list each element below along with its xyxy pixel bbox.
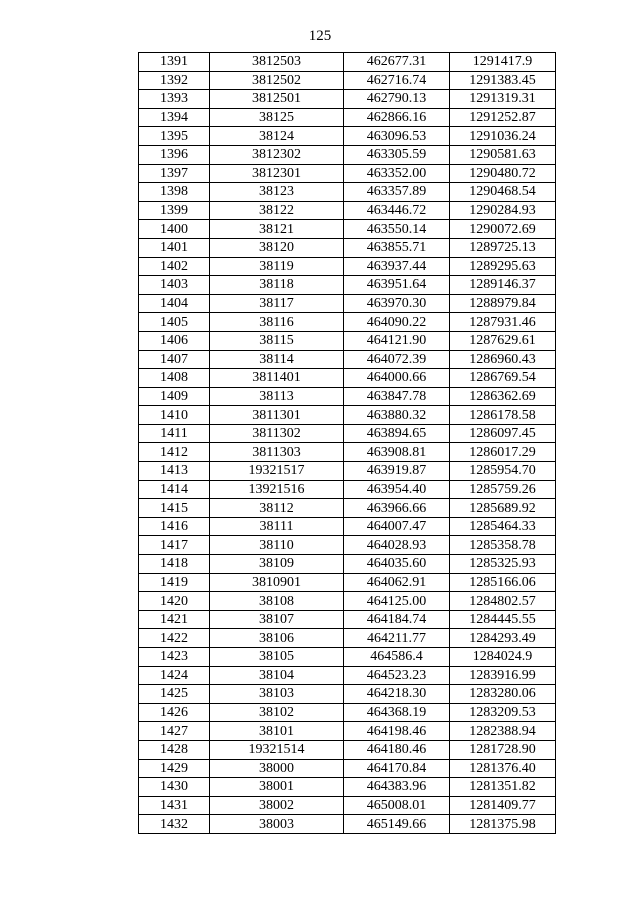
x-coordinate-cell: 464586.4 xyxy=(344,648,450,667)
y-coordinate-cell: 1283280.06 xyxy=(450,685,556,704)
point-number-cell: 1423 xyxy=(139,648,210,667)
table-row xyxy=(139,424,556,443)
coordinates-table xyxy=(138,52,556,834)
point-number-cell: 1418 xyxy=(139,555,210,574)
y-coordinate-cell: 1285358.78 xyxy=(450,536,556,555)
point-code-cell: 3811301 xyxy=(210,406,344,425)
table-row xyxy=(139,740,556,759)
table-row xyxy=(139,555,556,574)
table-row xyxy=(139,350,556,369)
point-code-cell: 38117 xyxy=(210,294,344,313)
y-coordinate-cell: 1288979.84 xyxy=(450,294,556,313)
y-coordinate-cell: 1291383.45 xyxy=(450,71,556,90)
point-number-cell: 1396 xyxy=(139,145,210,164)
point-code-cell: 38107 xyxy=(210,610,344,629)
x-coordinate-cell: 462716.74 xyxy=(344,71,450,90)
x-coordinate-cell: 464198.46 xyxy=(344,722,450,741)
x-coordinate-cell: 463305.59 xyxy=(344,145,450,164)
y-coordinate-cell: 1281376.40 xyxy=(450,759,556,778)
x-coordinate-cell: 463357.89 xyxy=(344,183,450,202)
point-number-cell: 1422 xyxy=(139,629,210,648)
point-code-cell: 19321514 xyxy=(210,740,344,759)
point-number-cell: 1397 xyxy=(139,164,210,183)
point-number-cell: 1406 xyxy=(139,331,210,350)
y-coordinate-cell: 1284802.57 xyxy=(450,592,556,611)
table-row xyxy=(139,406,556,425)
x-coordinate-cell: 462866.16 xyxy=(344,108,450,127)
point-code-cell: 38106 xyxy=(210,629,344,648)
table-row xyxy=(139,276,556,295)
y-coordinate-cell: 1286769.54 xyxy=(450,369,556,388)
point-code-cell: 19321517 xyxy=(210,462,344,481)
table-row xyxy=(139,629,556,648)
x-coordinate-cell: 463951.64 xyxy=(344,276,450,295)
table-row xyxy=(139,90,556,109)
point-number-cell: 1431 xyxy=(139,796,210,815)
y-coordinate-cell: 1291417.9 xyxy=(450,53,556,72)
y-coordinate-cell: 1286178.58 xyxy=(450,406,556,425)
point-code-cell: 3812503 xyxy=(210,53,344,72)
y-coordinate-cell: 1285464.33 xyxy=(450,517,556,536)
x-coordinate-cell: 463937.44 xyxy=(344,257,450,276)
x-coordinate-cell: 462677.31 xyxy=(344,53,450,72)
table-row xyxy=(139,796,556,815)
point-number-cell: 1399 xyxy=(139,201,210,220)
point-number-cell: 1407 xyxy=(139,350,210,369)
y-coordinate-cell: 1283916.99 xyxy=(450,666,556,685)
point-number-cell: 1391 xyxy=(139,53,210,72)
point-number-cell: 1412 xyxy=(139,443,210,462)
point-number-cell: 1400 xyxy=(139,220,210,239)
y-coordinate-cell: 1281375.98 xyxy=(450,815,556,834)
table-row xyxy=(139,71,556,90)
y-coordinate-cell: 1289295.63 xyxy=(450,257,556,276)
point-code-cell: 38124 xyxy=(210,127,344,146)
y-coordinate-cell: 1285954.70 xyxy=(450,462,556,481)
y-coordinate-cell: 1287931.46 xyxy=(450,313,556,332)
point-code-cell: 3812501 xyxy=(210,90,344,109)
point-code-cell: 3812302 xyxy=(210,145,344,164)
y-coordinate-cell: 1290480.72 xyxy=(450,164,556,183)
y-coordinate-cell: 1286017.29 xyxy=(450,443,556,462)
y-coordinate-cell: 1285689.92 xyxy=(450,499,556,518)
point-code-cell: 38108 xyxy=(210,592,344,611)
point-number-cell: 1426 xyxy=(139,703,210,722)
point-number-cell: 1405 xyxy=(139,313,210,332)
table-row xyxy=(139,238,556,257)
point-code-cell: 38103 xyxy=(210,685,344,704)
point-number-cell: 1428 xyxy=(139,740,210,759)
point-number-cell: 1392 xyxy=(139,71,210,90)
table-row xyxy=(139,108,556,127)
x-coordinate-cell: 463855.71 xyxy=(344,238,450,257)
point-code-cell: 38119 xyxy=(210,257,344,276)
x-coordinate-cell: 463954.40 xyxy=(344,480,450,499)
point-code-cell: 38116 xyxy=(210,313,344,332)
point-code-cell: 38105 xyxy=(210,648,344,667)
table-row xyxy=(139,517,556,536)
point-code-cell: 38112 xyxy=(210,499,344,518)
x-coordinate-cell: 462790.13 xyxy=(344,90,450,109)
table-row xyxy=(139,257,556,276)
table-row xyxy=(139,387,556,406)
x-coordinate-cell: 464090.22 xyxy=(344,313,450,332)
table-row xyxy=(139,294,556,313)
point-code-cell: 38113 xyxy=(210,387,344,406)
x-coordinate-cell: 464211.77 xyxy=(344,629,450,648)
y-coordinate-cell: 1289725.13 xyxy=(450,238,556,257)
table-row xyxy=(139,164,556,183)
y-coordinate-cell: 1281351.82 xyxy=(450,778,556,797)
x-coordinate-cell: 464028.93 xyxy=(344,536,450,555)
x-coordinate-cell: 463880.32 xyxy=(344,406,450,425)
x-coordinate-cell: 465008.01 xyxy=(344,796,450,815)
x-coordinate-cell: 464035.60 xyxy=(344,555,450,574)
point-number-cell: 1416 xyxy=(139,517,210,536)
point-number-cell: 1395 xyxy=(139,127,210,146)
page-number: 125 xyxy=(308,28,332,44)
x-coordinate-cell: 463446.72 xyxy=(344,201,450,220)
x-coordinate-cell: 465149.66 xyxy=(344,815,450,834)
y-coordinate-cell: 1290072.69 xyxy=(450,220,556,239)
point-code-cell: 3812502 xyxy=(210,71,344,90)
point-code-cell: 38104 xyxy=(210,666,344,685)
point-code-cell: 38000 xyxy=(210,759,344,778)
y-coordinate-cell: 1290581.63 xyxy=(450,145,556,164)
point-code-cell: 3812301 xyxy=(210,164,344,183)
table-row xyxy=(139,666,556,685)
table-row xyxy=(139,778,556,797)
y-coordinate-cell: 1289146.37 xyxy=(450,276,556,295)
table-row xyxy=(139,536,556,555)
table-row xyxy=(139,648,556,667)
x-coordinate-cell: 463970.30 xyxy=(344,294,450,313)
x-coordinate-cell: 464062.91 xyxy=(344,573,450,592)
x-coordinate-cell: 464000.66 xyxy=(344,369,450,388)
point-number-cell: 1393 xyxy=(139,90,210,109)
y-coordinate-cell: 1285325.93 xyxy=(450,555,556,574)
table-row xyxy=(139,722,556,741)
point-number-cell: 1409 xyxy=(139,387,210,406)
point-number-cell: 1411 xyxy=(139,424,210,443)
x-coordinate-cell: 464170.84 xyxy=(344,759,450,778)
point-number-cell: 1425 xyxy=(139,685,210,704)
x-coordinate-cell: 464072.39 xyxy=(344,350,450,369)
table-row xyxy=(139,313,556,332)
y-coordinate-cell: 1284445.55 xyxy=(450,610,556,629)
x-coordinate-cell: 464523.23 xyxy=(344,666,450,685)
table-row xyxy=(139,610,556,629)
point-code-cell: 38114 xyxy=(210,350,344,369)
point-number-cell: 1430 xyxy=(139,778,210,797)
table-row xyxy=(139,573,556,592)
point-number-cell: 1419 xyxy=(139,573,210,592)
point-code-cell: 38110 xyxy=(210,536,344,555)
x-coordinate-cell: 464184.74 xyxy=(344,610,450,629)
point-code-cell: 38125 xyxy=(210,108,344,127)
y-coordinate-cell: 1284024.9 xyxy=(450,648,556,667)
point-number-cell: 1424 xyxy=(139,666,210,685)
point-code-cell: 38118 xyxy=(210,276,344,295)
y-coordinate-cell: 1287629.61 xyxy=(450,331,556,350)
table-row xyxy=(139,183,556,202)
point-number-cell: 1401 xyxy=(139,238,210,257)
point-code-cell: 38115 xyxy=(210,331,344,350)
point-number-cell: 1394 xyxy=(139,108,210,127)
point-number-cell: 1415 xyxy=(139,499,210,518)
x-coordinate-cell: 463096.53 xyxy=(344,127,450,146)
y-coordinate-cell: 1281409.77 xyxy=(450,796,556,815)
point-code-cell: 38120 xyxy=(210,238,344,257)
y-coordinate-cell: 1284293.49 xyxy=(450,629,556,648)
y-coordinate-cell: 1283209.53 xyxy=(450,703,556,722)
y-coordinate-cell: 1291036.24 xyxy=(450,127,556,146)
point-code-cell: 38102 xyxy=(210,703,344,722)
y-coordinate-cell: 1285759.26 xyxy=(450,480,556,499)
table-row xyxy=(139,815,556,834)
coordinates-table-body xyxy=(139,53,556,834)
point-number-cell: 1414 xyxy=(139,480,210,499)
point-code-cell: 38123 xyxy=(210,183,344,202)
y-coordinate-cell: 1286362.69 xyxy=(450,387,556,406)
table-row xyxy=(139,480,556,499)
point-number-cell: 1417 xyxy=(139,536,210,555)
x-coordinate-cell: 463550.14 xyxy=(344,220,450,239)
table-row xyxy=(139,53,556,72)
x-coordinate-cell: 463894.65 xyxy=(344,424,450,443)
point-number-cell: 1432 xyxy=(139,815,210,834)
point-code-cell: 38111 xyxy=(210,517,344,536)
y-coordinate-cell: 1286097.45 xyxy=(450,424,556,443)
x-coordinate-cell: 464007.47 xyxy=(344,517,450,536)
table-row xyxy=(139,145,556,164)
point-number-cell: 1402 xyxy=(139,257,210,276)
table-row xyxy=(139,703,556,722)
y-coordinate-cell: 1281728.90 xyxy=(450,740,556,759)
point-code-cell: 13921516 xyxy=(210,480,344,499)
table-row xyxy=(139,759,556,778)
point-code-cell: 38003 xyxy=(210,815,344,834)
x-coordinate-cell: 463908.81 xyxy=(344,443,450,462)
point-number-cell: 1420 xyxy=(139,592,210,611)
point-code-cell: 3811303 xyxy=(210,443,344,462)
x-coordinate-cell: 464125.00 xyxy=(344,592,450,611)
point-code-cell: 38002 xyxy=(210,796,344,815)
y-coordinate-cell: 1291252.87 xyxy=(450,108,556,127)
y-coordinate-cell: 1285166.06 xyxy=(450,573,556,592)
x-coordinate-cell: 464180.46 xyxy=(344,740,450,759)
x-coordinate-cell: 464121.90 xyxy=(344,331,450,350)
point-number-cell: 1403 xyxy=(139,276,210,295)
point-code-cell: 3810901 xyxy=(210,573,344,592)
point-number-cell: 1398 xyxy=(139,183,210,202)
point-number-cell: 1408 xyxy=(139,369,210,388)
point-number-cell: 1421 xyxy=(139,610,210,629)
y-coordinate-cell: 1286960.43 xyxy=(450,350,556,369)
point-code-cell: 3811401 xyxy=(210,369,344,388)
point-number-cell: 1429 xyxy=(139,759,210,778)
point-number-cell: 1404 xyxy=(139,294,210,313)
x-coordinate-cell: 463966.66 xyxy=(344,499,450,518)
table-row xyxy=(139,201,556,220)
point-number-cell: 1427 xyxy=(139,722,210,741)
table-row xyxy=(139,443,556,462)
table-row xyxy=(139,685,556,704)
x-coordinate-cell: 464383.96 xyxy=(344,778,450,797)
point-number-cell: 1410 xyxy=(139,406,210,425)
x-coordinate-cell: 464368.19 xyxy=(344,703,450,722)
point-code-cell: 38109 xyxy=(210,555,344,574)
table-row xyxy=(139,462,556,481)
point-code-cell: 38122 xyxy=(210,201,344,220)
point-code-cell: 38001 xyxy=(210,778,344,797)
x-coordinate-cell: 463352.00 xyxy=(344,164,450,183)
x-coordinate-cell: 463919.87 xyxy=(344,462,450,481)
table-row xyxy=(139,220,556,239)
table-row xyxy=(139,369,556,388)
y-coordinate-cell: 1282388.94 xyxy=(450,722,556,741)
y-coordinate-cell: 1291319.31 xyxy=(450,90,556,109)
point-code-cell: 38121 xyxy=(210,220,344,239)
y-coordinate-cell: 1290468.54 xyxy=(450,183,556,202)
x-coordinate-cell: 463847.78 xyxy=(344,387,450,406)
point-code-cell: 38101 xyxy=(210,722,344,741)
x-coordinate-cell: 464218.30 xyxy=(344,685,450,704)
y-coordinate-cell: 1290284.93 xyxy=(450,201,556,220)
table-row xyxy=(139,499,556,518)
table-row xyxy=(139,127,556,146)
table-row xyxy=(139,592,556,611)
point-code-cell: 3811302 xyxy=(210,424,344,443)
point-number-cell: 1413 xyxy=(139,462,210,481)
table-row xyxy=(139,331,556,350)
